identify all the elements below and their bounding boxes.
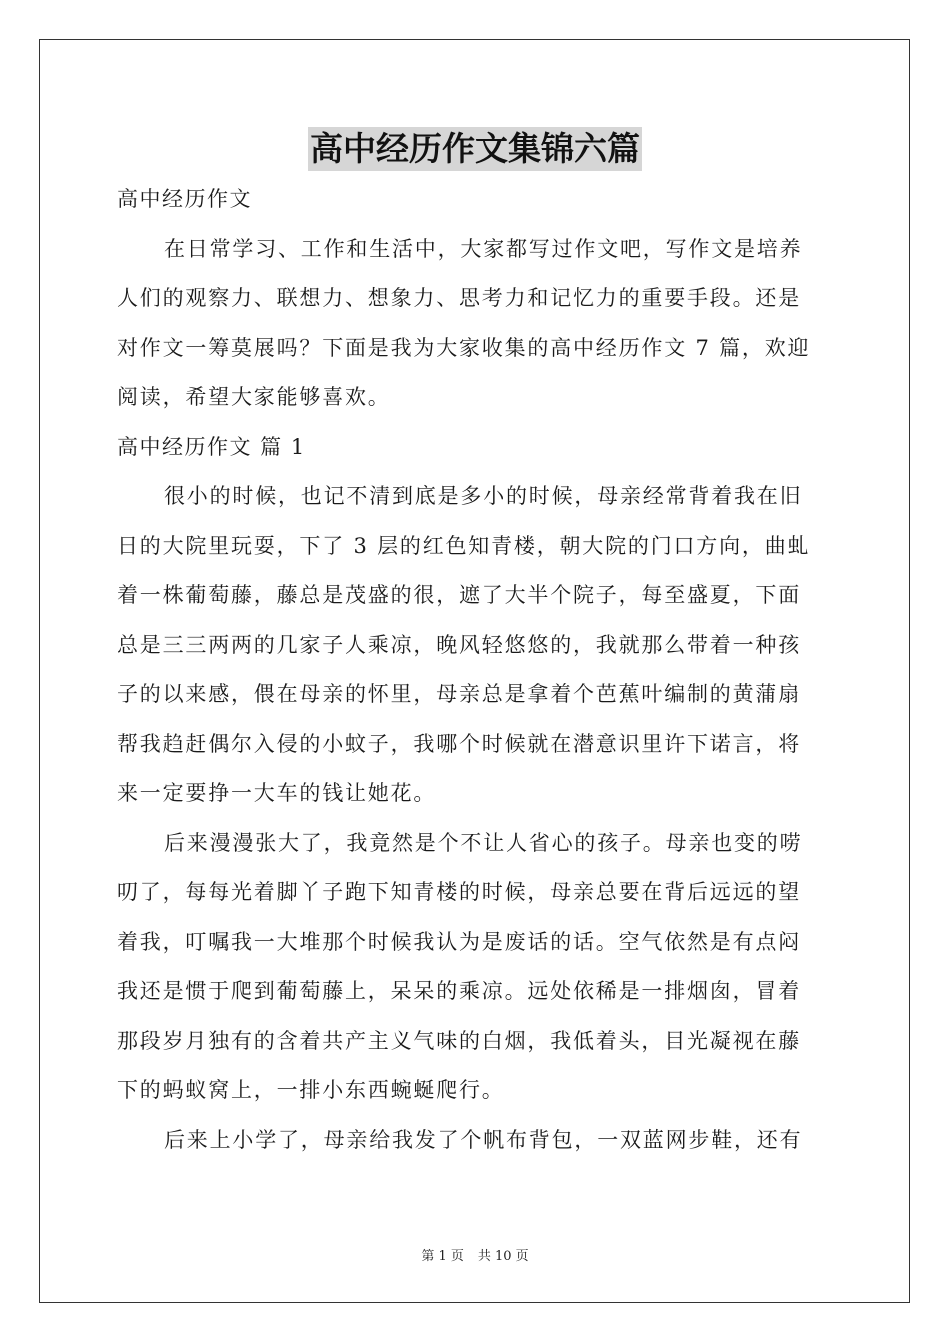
text-line: 很小的时候，也记不清到底是多小的时候，母亲经常背着我在旧 xyxy=(164,484,803,508)
page-footer xyxy=(0,1247,950,1267)
text-line: 总是三三两两的几家子人乘凉，晚风轻悠悠的，我就那么带着一种孩 xyxy=(117,632,801,657)
page-total: 共 10 页 xyxy=(477,1249,529,1264)
text-line: 那段岁月独有的含着共产主义气味的白烟，我低着头，目光凝视在藤 xyxy=(117,1028,801,1053)
text-line: 着一株葡萄藤，藤总是茂盛的很，遮了大半个院子，每至盛夏，下面 xyxy=(117,583,801,607)
text-line: 人们的观察力、联想力、想象力、思考力和记忆力的重要手段。还是 xyxy=(117,286,801,310)
text-line: 对作文一筹莫展吗？下面是我为大家收集的高中经历作文 7 篇，欢迎 xyxy=(117,335,811,360)
text-line: 叨了，每每光着脚丫子跑下知青楼的时候，母亲总要在背后远远的望 xyxy=(117,880,801,904)
text-line: 阅读，希望大家能够喜欢。 xyxy=(117,385,391,409)
text-line: 下的蚂蚁窝上，一排小东西蜿蜒爬行。 xyxy=(117,1078,505,1102)
text-line: 子的以来感，偎在母亲的怀里，母亲总是拿着个芭蕉叶编制的黄蒲扇 xyxy=(117,682,801,706)
text-line: 后来漫漫张大了，我竟然是个不让人省心的孩子。母亲也变的唠 xyxy=(164,830,803,855)
document-body xyxy=(117,175,833,1165)
title-area xyxy=(0,127,950,171)
page-number: 第 1 页 xyxy=(421,1249,464,1264)
text-line: 在日常学习、工作和生活中，大家都写过作文吧，写作文是培养 xyxy=(164,236,803,261)
text-line: 后来上小学了，母亲给我发了个帆布背包，一双蓝网步鞋，还有 xyxy=(164,1127,803,1152)
section-heading: 高中经历作文 xyxy=(117,187,252,211)
text-line: 着我，叮嘱我一大堆那个时候我认为是废话的话。空气依然是有点闷 xyxy=(117,929,801,954)
text-line: 我还是惯于爬到葡萄藤上，呆呆的乘凉。远处依稀是一排烟囱，冒着 xyxy=(117,979,801,1003)
section-heading: 高中经历作文 篇 1 xyxy=(117,434,306,459)
text-line: 帮我趋赶偶尔入侵的小蚊子，我哪个时候就在潜意识里许下诺言，将 xyxy=(117,731,801,756)
text-line: 来一定要挣一大车的钱让她花。 xyxy=(117,781,437,805)
text-line: 日的大院里玩耍，下了 3 层的红色知青楼，朝大院的门口方向，曲虬 xyxy=(117,533,811,558)
document-title: 高中经历作文集锦六篇 xyxy=(308,127,642,171)
